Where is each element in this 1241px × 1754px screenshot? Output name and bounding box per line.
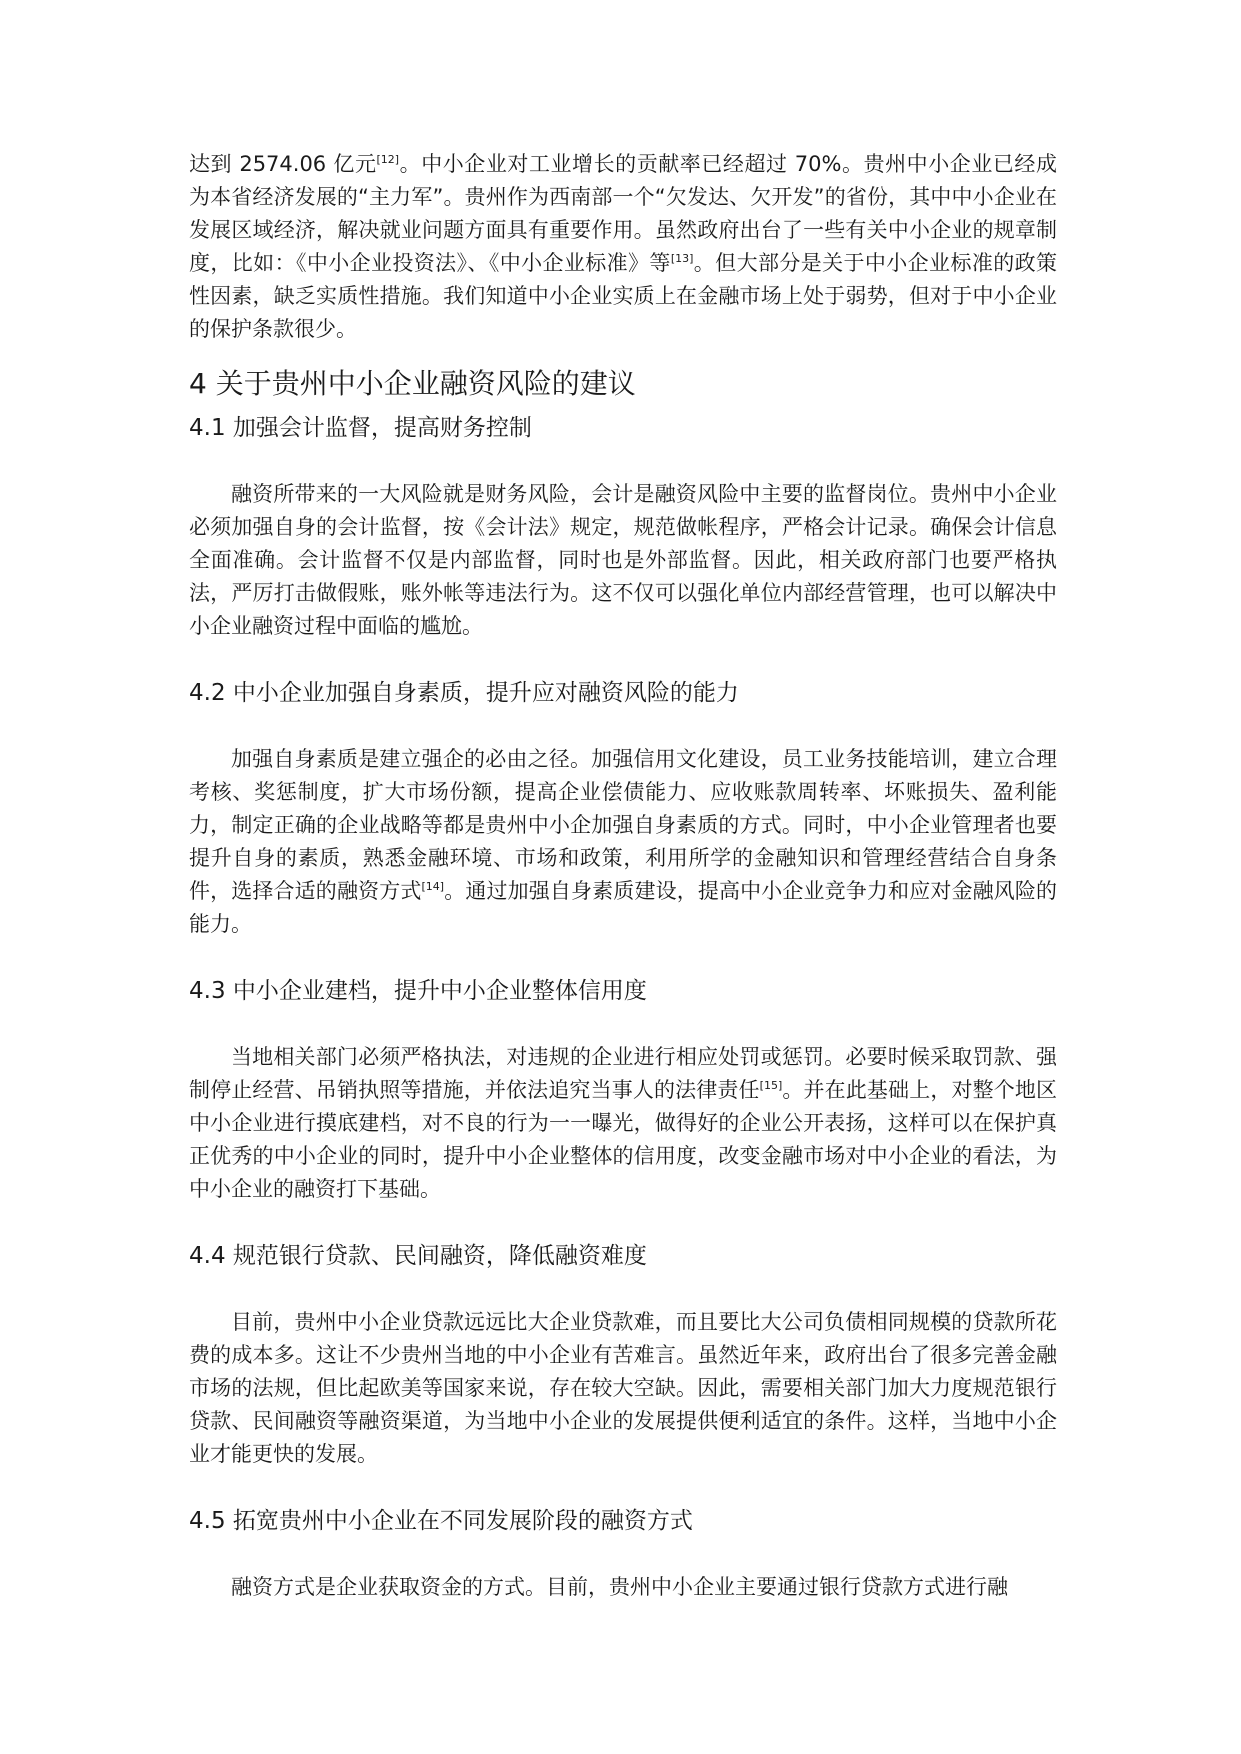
section-paragraph-4-3 (189, 1041, 1057, 1206)
section-heading-4-1: 4.1 加强会计监督，提高财务控制 (189, 415, 532, 441)
section-heading-4-3: 4.3 中小企业建档，提升中小企业整体信用度 (189, 978, 647, 1004)
intro-text-1: 达到 2574.06 亿元 (189, 152, 377, 176)
section-paragraph-4-4: 目前，贵州中小企业贷款远远比大企业贷款难，而且要比大公司负债相同规模的贷款所花费的成本多。这让不少贵州当地的中小企业有苦难言。虽然近年来，政府出台了很多完善金融市场的法规，但比起欧美等国家来说，存在较大空缺。因此，需要相关部门加大力度规范银行贷款、民间融资等融资渠道，为当地中小企业的发展提供便利适宜的条件。这样，当地中小企业才能更快的发展。 (189, 1310, 1057, 1466)
intro-text-3: 。但大部分是关于中小企业标准的政策性因素，缺乏实质性措施。我们知道中小企业实质上在金融市场上处于弱势，但对于中小企业的保护条款很少。 (189, 251, 1058, 341)
section-paragraph-4-2 (189, 743, 1057, 941)
section-heading-4-4: 4.4 规范银行贷款、民间融资，降低融资难度 (189, 1243, 647, 1269)
section-4-2-text-1: 加强自身素质是建立强企的必由之径。加强信用文化建设，员工业务技能培训，建立合理考核、奖惩制度，扩大市场份额，提高企业偿债能力、应收账款周转率、坏账损失、盈利能力，制定正确的企业战略等都是贵州中小企加强自身素质的方式。同时，中小企业管理者也要提升自身的素质，熟悉金融环境、市场和政策，利用所学的金融知识和管理经营结合自身条件，选择合适的融资方式 (189, 747, 1057, 903)
chapter-heading: 4 关于贵州中小企业融资风险的建议 (189, 367, 636, 400)
citation-13: [13] (670, 252, 694, 265)
document-page (189, 148, 1057, 1604)
section-4-3-text-1: 当地相关部门必须严格执法，对违规的企业进行相应处罚或惩罚。必要时候采取罚款、强制停止经营、吊销执照等措施，并依法追究当事人的法律责任 (189, 1045, 1057, 1102)
section-4-2-text-2: 。通过加强自身素质建设，提高中小企业竞争力和应对金融风险的能力。 (189, 879, 1058, 936)
section-4-3-text-2: 。并在此基础上，对整个地区中小企业进行摸底建档，对不良的行为一一曝光，做得好的企业公开表扬，这样可以在保护真正优秀的中小企业的同时，提升中小企业整体的信用度，改变金融市场对中小企业的看法，为中小企业的融资打下基础。 (189, 1078, 1058, 1201)
citation-12: [12] (376, 153, 400, 166)
citation-15: [15] (759, 1079, 783, 1092)
section-heading-4-2: 4.2 中小企业加强自身素质，提升应对融资风险的能力 (189, 680, 739, 706)
citation-14: [14] (421, 880, 445, 893)
intro-paragraph (189, 148, 1057, 346)
intro-text-2: 。中小企业对工业增长的贡献率已经超过 70%。贵州中小企业已经成为本省经济发展的“主力军”。贵州作为西南部一个“欠发达、欠开发”的省份，其中中小企业在发展区域经济，解决就业问题方面具有重要作用。虽然政府出台了一些有关中小企业的规章制度，比如：《中小企业投资法》、《中小企业标准》等 (189, 152, 1057, 275)
section-paragraph-4-1: 融资所带来的一大风险就是财务风险，会计是融资风险中主要的监督岗位。贵州中小企业必须加强自身的会计监督，按《会计法》规定，规范做帐程序，严格会计记录。确保会计信息全面准确。会计监督不仅是内部监督，同时也是外部监督。因此，相关政府部门也要严格执法，严厉打击做假账，账外帐等违法行为。这不仅可以强化单位内部经营管理，也可以解决中小企业融资过程中面临的尴尬。 (189, 482, 1057, 638)
section-heading-4-5: 4.5 拓宽贵州中小企业在不同发展阶段的融资方式 (189, 1508, 693, 1534)
section-paragraph-4-5: 融资方式是企业获取资金的方式。目前，贵州中小企业主要通过银行贷款方式进行融 (231, 1575, 1008, 1599)
